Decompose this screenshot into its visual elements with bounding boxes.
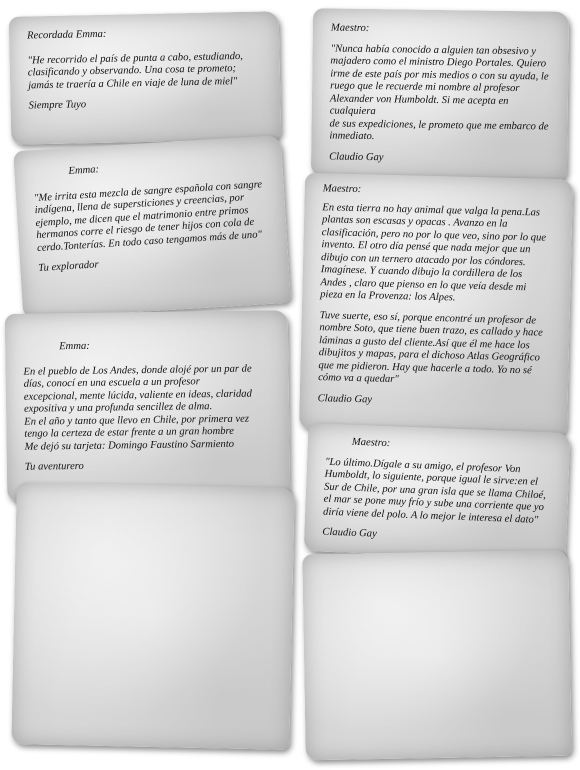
letter-signature: Tu explorador [37, 259, 99, 275]
letter-body: "Me irrita esta mezcla de sangre española con sangre indígena, llena de supersticiones y creencias, por ejemplo, me dicen que el matrimonio entre primos hermanos corre el riesgo de tener hijos con cola de cerdo.Tonterías. En todo caso tengamos más de uno" [33, 178, 263, 254]
letter-greeting: Emma: [59, 340, 90, 353]
letter-body-continued: Tuve suerte, eso sí, porque encontré un profesor de nombre Soto, que tiene buen trazo, es callado y hace láminas a gusto del cliente.Así que él me hace los dibujitos y mapas, para el dichoso Atlas Geográfico que me pidieron. Hay que hacerle a todo. Yo no sé cómo va a quedar" [318, 309, 543, 386]
letter-greeting: Recordada Emma: [26, 28, 107, 42]
letter-card [299, 173, 573, 435]
letter-greeting: Maestro: [322, 183, 362, 196]
letter-body [320, 564, 552, 568]
letter-signature: Claudio Gay [322, 526, 377, 540]
letter-body: "He recorrido el país de punta a cabo, estudiando, clasificando y observando. Una cosa te prometo; jamás te traería a Chile en viaje de luna de miel" [27, 50, 244, 91]
letter-greeting: Maestro: [351, 436, 391, 450]
letter-signature: Claudio Gay [317, 392, 373, 405]
letter-card [9, 11, 282, 145]
letter-signature: Claudio Gay [329, 150, 384, 163]
letter-card [311, 8, 569, 180]
letter-signature: Tu aventurero [24, 460, 84, 473]
letter-greeting: Maestro: [330, 22, 370, 35]
letter-signature: Siempre Tuyo [28, 99, 87, 112]
letter-body: "Nunca había conocido a alguien tan obsesivo y majadero como el ministro Diego Portales. Quiero irme de este país por mis medios o con su ayuda, le ruego que le recuerde mi nombre al profesor Alexander von Humboldt. Si me acepta en cualquiera de sus expediciones, le prometo que me embarco de inmediato. [329, 42, 549, 143]
letter-card [5, 310, 291, 502]
letter-card-blank [11, 482, 294, 750]
letter-body: En esta tierra no hay animal que valga la pena.Las plantas son escasas y opacas . Avanzo en la clasificación, pero no por lo que veo, sino por lo que invento. El otro día pensé que nada mejor que un dibujo con un ternero atacado por los cóndores. Imagínese. Y cuando dibujo la cordillera de los Andes , claro que pienso en lo que veía desde mi pieza en la Provenza: los Alpes. [320, 201, 547, 304]
letter-greeting: Emma: [68, 164, 100, 177]
letter-body: "Lo último.Dígale a su amigo, el profesor Von Humboldt, lo siguiente, porque igual le sirve:en el Sur de Chile, por una gran isla que se llama Chiloé, el mar se pone muy frío y sube una corriente que yo diría viene del polo. A lo mejor le interesa el dato" [322, 456, 547, 526]
letter-body: En el pueblo de Los Andes, donde alojé por un par de días, conocí en una escuela a un profesor excepcional, mente lúcida, valiente en ideas, claridad expositiva y una profunda sencillez de alma. En el año y tanto que llevo en Chile, por primera vez tengo la certeza de estar frente a un gran hombre Me dejó su tarjeta: Domingo Faustino Sarmiento [23, 363, 252, 453]
letter-card [13, 135, 291, 319]
letter-card [304, 423, 571, 561]
letter-body [34, 496, 278, 501]
letter-card-blank [302, 550, 572, 761]
